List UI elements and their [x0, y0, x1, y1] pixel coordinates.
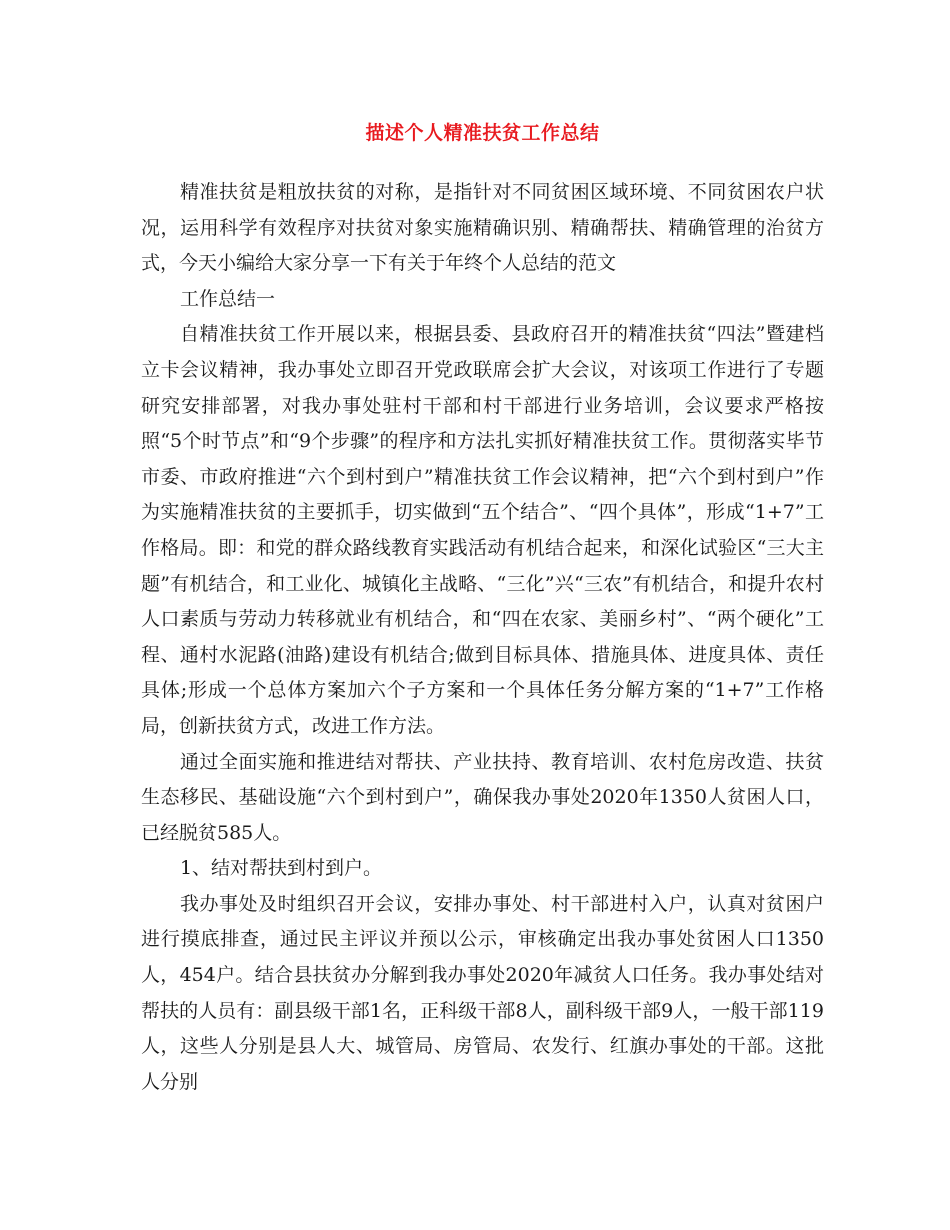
document-title: 描述个人精准扶贫工作总结	[365, 122, 600, 144]
subsection-heading-pairing-assistance: 1、结对帮扶到村到户。	[179, 857, 383, 880]
document-body	[141, 175, 824, 1100]
body-paragraph: 通过全面实施和推进结对帮扶、产业扶持、教育培训、农村危房改造、扶贫生态移民、基础设施“六个到村到户”，确保我办事处2020年1350人贫困人口，已经脱贫585人。	[141, 750, 824, 844]
section-heading-summary-one: 工作总结一	[179, 287, 275, 310]
body-paragraph: 我办事处及时组织召开会议，安排办事处、村干部进村入户，认真对贫困户进行摸底排查，通过民主评议并预以公示，审核确定出我办事处贫困人口1350人，454户。结合县扶贫办分解到我办事处2020年减贫人口任务。我办事处结对帮扶的人员有：副县级干部1名，正科级干部8人，副科级干部9人，一般干部119人，这些人分别是县人大、城管局、房管局、农发行、红旗办事处的干部。这批人分别	[141, 892, 824, 1093]
body-paragraph: 自精准扶贫工作开展以来，根据县委、县政府召开的精准扶贫“四法”暨建档立卡会议精神，我办事处立即召开党政联席会扩大会议，对该项工作进行了专题研究安排部署，对我办事处驻村干部和村干部进行业务培训，会议要求严格按照“5个时节点”和“9个步骤”的程序和方法扎实抓好精准扶贫工作。贯彻落实毕节市委、市政府推进“六个到村到户”精准扶贫工作会议精神，把“六个到村到户”作为实施精准扶贫的主要抓手，切实做到“五个结合”、“四个具体”，形成“1+7”工作格局。即：和党的群众路线教育实践活动有机结合起来，和深化试验区“三大主题”有机结合，和工业化、城镇化主战略、“三化”兴“三农”有机结合，和提升农村人口素质与劳动力转移就业有机结合，和“四在农家、美丽乡村”、“两个硬化”工程、通村水泥路(油路)建设有机结合;做到目标具体、措施具体、进度具体、责任具体;形成一个总体方案加六个子方案和一个具体任务分解方案的“1+7”工作格局，创新扶贫方式，改进工作方法。	[141, 323, 824, 737]
intro-paragraph: 精准扶贫是粗放扶贫的对称，是指针对不同贫困区域环境、不同贫困农户状况，运用科学有效程序对扶贫对象实施精确识别、精确帮扶、精确管理的治贫方式，今天小编给大家分享一下有关于年终个人总结的范文	[141, 181, 824, 275]
